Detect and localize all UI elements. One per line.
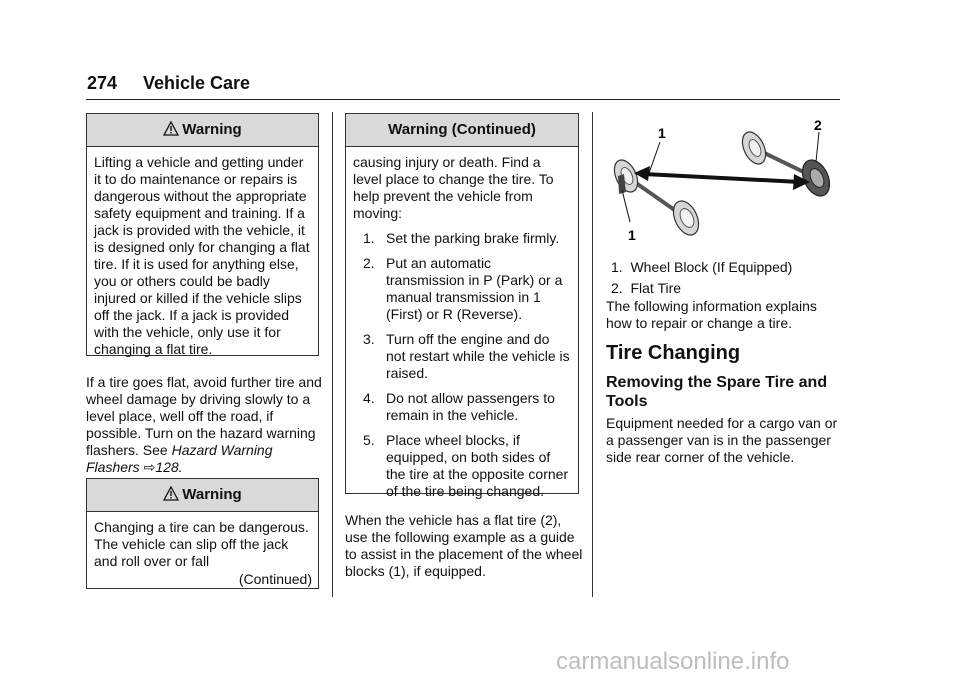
warning-text: Lifting a vehicle and getting under it to do maintenance or repairs is dangerous without the appropriate safety equipment and training. If a jack is provided with the vehicle, it is designed only for changing a flat tire. If it is used for anything else, you or others could be badly injured or killed if the vehicle slips off the jack. If a jack is provided with the vehicle, only use it for changing a flat tire.	[94, 154, 310, 357]
figure-legend	[611, 259, 841, 297]
list-item: 2. Put an automatic transmission in P (Park) or a manual transmission in 1 (First) or R (Reverse).	[363, 255, 563, 322]
callout-1: 1	[628, 227, 636, 243]
warning-header: Warning (Continued)	[346, 114, 578, 147]
paragraph-text: If a tire goes flat, avoid further tire and wheel damage by driving slowly to a level place, well off the road, if possible. Turn on the hazard warning flashers. See	[86, 374, 322, 458]
list-item: 4. Do not allow passengers to remain in the vehicle.	[363, 390, 555, 423]
wheel-block-paragraph: When the vehicle has a flat tire (2), use the following example as a guide to assist in the placement of the wheel blocks (1), if equipped.	[345, 512, 583, 579]
section-title: Vehicle Care	[143, 73, 251, 93]
warning-header	[87, 479, 318, 512]
page-ref-arrow-icon: ⇨	[143, 459, 156, 475]
legend-item: 1. Wheel Block (If Equipped)	[611, 259, 793, 275]
section-heading: Tire Changing	[606, 342, 741, 364]
continued-label: (Continued)	[238, 571, 312, 587]
warning-title: Warning	[182, 121, 242, 138]
warning-title: Warning	[182, 486, 242, 503]
warning-text: Changing a tire can be dangerous. The vehicle can slip off the jack and roll over or fall	[94, 519, 309, 569]
callout-1: 1	[658, 125, 666, 141]
steps-list	[363, 230, 572, 500]
subsection-heading: Removing the Spare Tire and Tools	[606, 374, 828, 410]
warning-header	[87, 114, 318, 147]
list-item: 5. Place wheel blocks, if equipped, on both sides of the tire at the opposite corner of the tire being changed.	[363, 432, 569, 499]
warning-box	[86, 113, 319, 356]
legend-item: 2. Flat Tire	[611, 280, 682, 296]
page-ref: 128.	[155, 459, 183, 475]
equipment-paragraph: Equipment needed for a cargo van or a passenger van is in the passenger side rear corner of the vehicle.	[606, 415, 838, 465]
watermark: carmanualsonline.info	[556, 648, 790, 675]
warning-text: causing injury or death. Find a level place to change the tire. To help prevent the vehicle from moving:	[353, 154, 554, 221]
page-number: 274	[87, 73, 118, 93]
list-item: 3. Turn off the engine and do not restart while the vehicle is raised.	[363, 331, 570, 381]
flat-tire-paragraph	[86, 374, 324, 476]
list-item: 1. Set the parking brake firmly.	[363, 230, 560, 246]
column-separator	[592, 112, 593, 597]
warning-triangle-icon	[163, 121, 179, 136]
warning-continued-box	[345, 113, 579, 499]
warning-box	[86, 478, 319, 589]
intro-paragraph: The following information explains how to repair or change a tire.	[606, 298, 817, 331]
header-rule	[86, 99, 840, 100]
wheel-block-diagram	[604, 118, 840, 246]
column-separator	[332, 112, 333, 597]
hazard-link[interactable]: Hazard Warning Flashers	[86, 442, 273, 475]
warning-triangle-icon	[163, 486, 179, 501]
callout-2: 2	[814, 118, 822, 133]
